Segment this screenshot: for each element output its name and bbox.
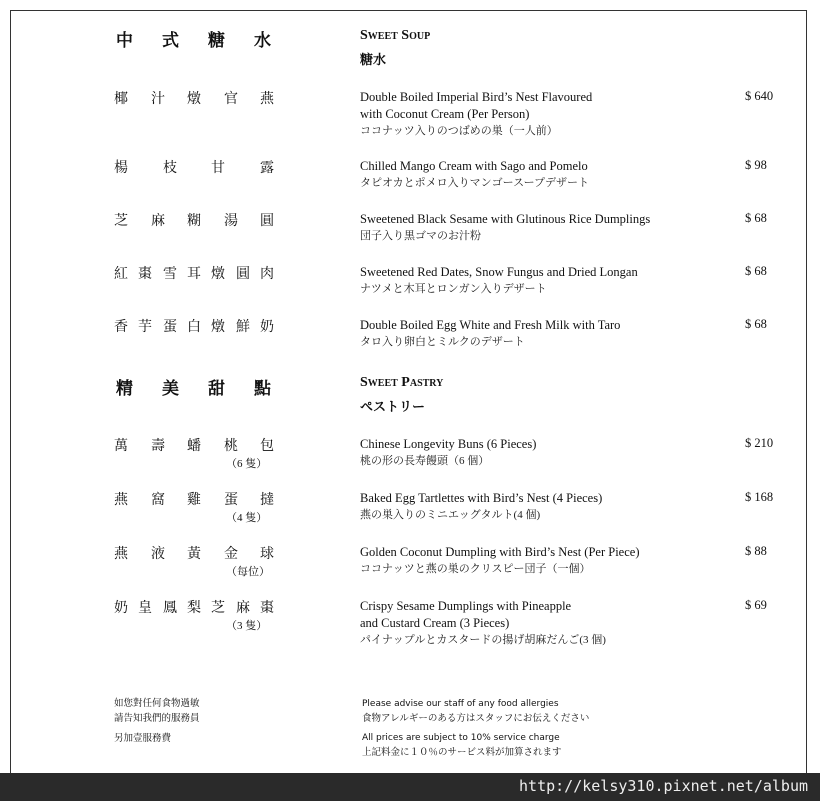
footer-cn-service: 另加壹服務費 (114, 734, 172, 744)
footer-jp-allergy: 食物アレルギーのある方はスタッフにお伝えください (362, 714, 590, 724)
item-en-name: Sweetened Black Sesame with Glutinous Rice Dumplings (360, 212, 651, 226)
footer-cn-allergy (114, 697, 200, 727)
item-description (360, 544, 639, 577)
cn-char: 芝 (211, 601, 225, 616)
cn-char: 金 (224, 547, 238, 562)
item-en-name: Baked Egg Tartlettes with Bird’s Nest (4 Pieces) (360, 491, 603, 505)
section-2-en-title: Sweet Pastry (360, 375, 444, 390)
title-char: 美 (162, 379, 180, 398)
footer-jp-service: 上記料金に１０％のサービス料が加算されます (362, 748, 562, 758)
item-en-name: Chilled Mango Cream with Sago and Pomelo (360, 159, 588, 173)
section-1-en-title: Sweet Soup (360, 28, 431, 43)
item-en-name: Double Boiled Imperial Bird’s Nest Flavoured (360, 90, 593, 104)
cn-char: 圓 (260, 214, 274, 229)
section-2-jp-title: ペストリー (360, 399, 426, 414)
item-en-name: Double Boiled Egg White and Fresh Milk with Taro (360, 318, 621, 332)
item-en-name: Chinese Longevity Buns (6 Pieces) (360, 437, 537, 451)
item-price: $ 68 (745, 317, 767, 331)
item-price: $ 69 (745, 598, 767, 612)
item-price: $ 68 (745, 211, 767, 225)
title-char: 中 (116, 31, 134, 50)
item-description (360, 490, 602, 523)
title-char: 糖 (208, 31, 226, 50)
cn-char: 椰 (114, 92, 128, 107)
item-price: $ 210 (745, 436, 774, 450)
section-1-cn-title (116, 26, 300, 51)
cn-char: 棗 (138, 267, 152, 282)
item-price: $ 98 (745, 158, 767, 172)
cn-char: 皇 (138, 601, 152, 616)
cn-char: 桃 (224, 439, 238, 454)
cn-char: 蟠 (187, 439, 201, 454)
cn-char: 棗 (260, 601, 274, 616)
cn-char: 白 (187, 320, 201, 335)
item-jp-name: ナツメと木耳とロンガン入りデザート (360, 283, 547, 295)
item-description (360, 317, 620, 350)
cn-char: 香 (114, 320, 128, 335)
cn-char: 液 (151, 547, 165, 562)
cn-char: 芝 (114, 214, 128, 229)
cn-char: 萬 (114, 439, 128, 454)
item-description (360, 211, 650, 244)
cn-char: 麻 (151, 214, 165, 229)
item-cn-quantity: （4 隻） (226, 512, 268, 524)
cn-char: 圓 (236, 267, 250, 282)
cn-char: 湯 (224, 214, 238, 229)
cn-char: 肉 (260, 267, 274, 282)
item-description (360, 598, 606, 648)
footer-en-service: All prices are subject to 10% service charge (362, 733, 560, 743)
cn-char: 芋 (138, 320, 152, 335)
item-jp-name: ココナッツと燕の巣のクリスピー団子（一個） (360, 563, 591, 575)
item-price: $ 168 (745, 490, 774, 504)
footer-line: 如您對任何食物過敏 (114, 699, 200, 709)
item-en-name: Crispy Sesame Dumplings with Pineapple (360, 599, 572, 613)
item-description (360, 89, 592, 139)
item-cn-quantity: （每位） (226, 566, 270, 578)
cn-char: 楊 (114, 161, 128, 176)
cn-char: 糊 (187, 214, 201, 229)
item-jp-name: タロ入り卵白とミルクのデザート (360, 336, 525, 348)
cn-char: 燉 (211, 267, 225, 282)
item-jp-name: パイナップルとカスタードの揚げ胡麻だんご(3 個) (360, 634, 606, 646)
item-en-name: Golden Coconut Dumpling with Bird’s Nest (Per Piece) (360, 545, 640, 559)
footer-allergy-note (362, 697, 589, 727)
cn-char: 蛋 (163, 320, 177, 335)
cn-char: 耳 (187, 267, 201, 282)
item-jp-name: ココナッツ入りのつばめの巣（一人前） (360, 125, 558, 137)
title-char: 式 (162, 31, 180, 50)
cn-char: 蛋 (224, 493, 238, 508)
cn-char: 奶 (114, 601, 128, 616)
cn-char: 雪 (163, 267, 177, 282)
cn-char: 奶 (260, 320, 274, 335)
title-char: 點 (254, 379, 272, 398)
cn-char: 撻 (260, 493, 274, 508)
item-description (360, 436, 536, 469)
item-price: $ 68 (745, 264, 767, 278)
cn-char: 球 (260, 547, 274, 562)
cn-char: 燉 (187, 92, 201, 107)
item-en-name: and Custard Cream (3 Pieces) (360, 616, 510, 630)
cn-char: 紅 (114, 267, 128, 282)
watermark-bar (0, 773, 820, 801)
cn-char: 燕 (260, 92, 274, 107)
cn-char: 包 (260, 439, 274, 454)
cn-char: 枝 (163, 161, 177, 176)
cn-char: 梨 (187, 601, 201, 616)
footer-en-allergy: Please advise our staff of any food allergies (362, 699, 559, 709)
cn-char: 鳳 (163, 601, 177, 616)
section-2-cn-title (116, 374, 300, 399)
item-price: $ 640 (745, 89, 774, 103)
item-description (360, 264, 638, 297)
cn-char: 雞 (187, 493, 201, 508)
cn-char: 甘 (211, 161, 225, 176)
cn-char: 壽 (151, 439, 165, 454)
item-en-name: with Coconut Cream (Per Person) (360, 107, 530, 121)
cn-char: 燕 (114, 547, 128, 562)
item-jp-name: タピオカとポメロ入りマンゴースープデザート (360, 177, 590, 189)
item-jp-name: 燕の巣入りのミニエッグタルト(4 個) (360, 509, 541, 521)
title-char: 甜 (208, 379, 226, 398)
cn-char: 麻 (236, 601, 250, 616)
cn-char: 露 (260, 161, 274, 176)
cn-char: 燉 (211, 320, 225, 335)
cn-char: 鮮 (236, 320, 250, 335)
item-cn-quantity: （3 隻） (226, 620, 268, 632)
item-en-name: Sweetened Red Dates, Snow Fungus and Dried Longan (360, 265, 638, 279)
item-cn-quantity: （6 隻） (226, 458, 268, 470)
cn-char: 窩 (151, 493, 165, 508)
cn-char: 黃 (187, 547, 201, 562)
title-char: 精 (116, 379, 134, 398)
footer-line: 請告知我們的服務員 (114, 714, 200, 724)
cn-char: 燕 (114, 493, 128, 508)
cn-char: 汁 (151, 92, 165, 107)
item-price: $ 88 (745, 544, 767, 558)
cn-char: 官 (224, 92, 238, 107)
item-jp-name: 桃の形の長寿饅頭（6 個） (360, 455, 490, 467)
footer-service-note (362, 731, 562, 761)
section-1-jp-title: 糖水 (360, 52, 387, 67)
watermark-url: http://kelsy310.pixnet.net/album (519, 777, 808, 795)
title-char: 水 (254, 31, 272, 50)
item-description (360, 158, 589, 191)
item-jp-name: 団子入り黒ゴマのお汁粉 (360, 230, 481, 242)
